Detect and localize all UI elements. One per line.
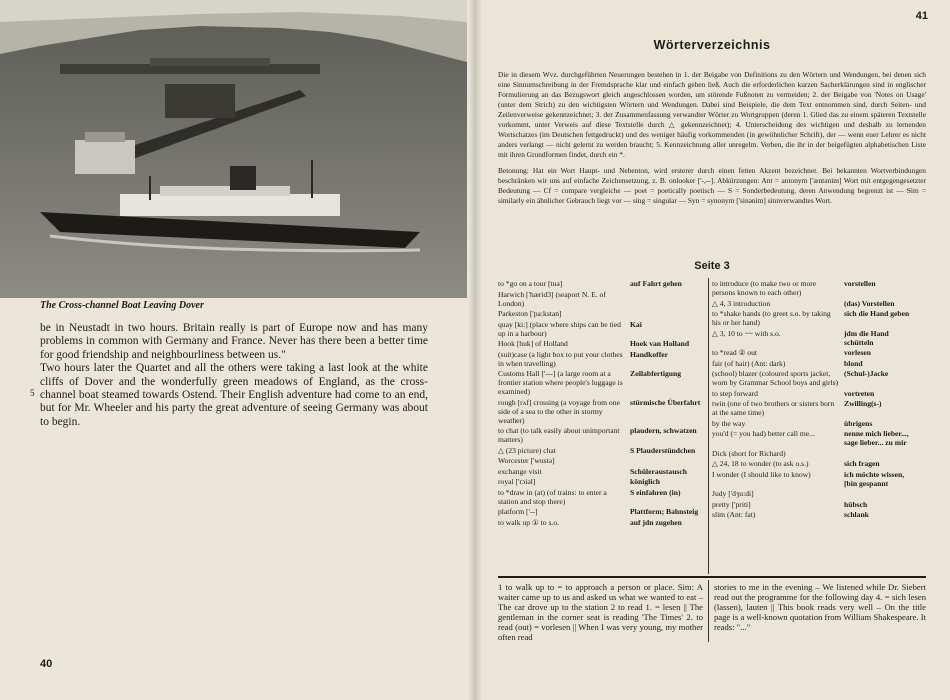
vocab-headword: fair (of hair) (Ant: dark) — [712, 358, 786, 368]
story-paragraph-2: Two hours later the Quartet and all the others were taking a last look at the white cliffs of Dover and the wonderfully green meadows of England, as the cross-channel boat steamed towards Ostend. Their English adventure had come to an end, but for Mr. Wheeler and his party the great adventure of seeing Germany was about to begin. — [40, 362, 428, 428]
story-paragraph-1: be in Neustadt in two hours. Britain really is part of Europe now and has many problems in common with Germany and France. Never has there been a better time for good friendship and neighbourliness between us." — [40, 322, 428, 361]
vocab-entry — [498, 279, 708, 288]
vocab-entry — [712, 489, 918, 498]
line-number: 5 — [30, 388, 35, 398]
vocab-entry — [712, 510, 918, 519]
notes-rule — [498, 576, 926, 578]
vocab-translation: übrigens — [844, 418, 873, 428]
vocab-headword: I wonder (I should like to know) — [712, 469, 811, 479]
vocab-headword: to introduce (to make two or more persons known to each other) — [712, 279, 817, 297]
right-page — [474, 0, 950, 700]
vocab-entry — [498, 320, 708, 338]
photo-caption: The Cross-channel Boat Leaving Dover — [40, 300, 204, 311]
vocab-headword: to *go on a tour [tuə] — [498, 279, 563, 288]
vocab-headword: Dick (short for Richard) — [712, 448, 786, 458]
vocab-headword: twin (one of two brothers or sisters born at the same time) — [712, 399, 835, 417]
vocab-entry — [498, 488, 708, 506]
vocab-translation: Kai — [630, 319, 642, 329]
vocab-headword: Harwich ['hærid3] (seaport N. E. of London) — [498, 289, 606, 308]
vocab-headword: pretty ['priti] — [712, 499, 751, 509]
vocab-headword: royal ['rɔiəl] — [498, 477, 536, 486]
vocab-translation: Zollabfertigung — [630, 369, 682, 378]
vocab-headword: to *read ② out — [712, 348, 757, 357]
vocab-entry — [712, 399, 918, 417]
vocab-entry — [712, 429, 918, 447]
vocab-entry — [498, 339, 708, 348]
usage-notes-left: 1 to walk up to = to approach a person or place. Sim: A waiter came up to us and asked us what we wanted to eat – The car drove up to the station 2 to read 1. = lesen || The gentleman in the corner seat is reading 'The Times' 2. to read (out) = vorlesen || When I was very young, my mother often read — [498, 582, 703, 642]
vocab-translation — [630, 290, 708, 308]
vocab-entry — [712, 309, 918, 327]
vocab-entry — [498, 507, 708, 516]
vocab-headword: exchange visit — [498, 466, 542, 476]
usage-notes-right: stories to me in the evening – We listened while Dr. Siebert read out the programme for the following day 4. = sich lesen (lassen), lauten || This book reads very well – On the title page is a well-known quotation from William Shakespeare. It reads: "..." — [714, 582, 926, 632]
vocab-translation: S einfahren (in) — [630, 487, 681, 497]
vocab-entry — [712, 348, 918, 357]
vocab-translation: vorlesen — [844, 348, 871, 357]
column-divider — [708, 278, 709, 574]
ship-illustration — [0, 0, 467, 298]
vocab-headword: to *draw in (at) (of trains: to enter a station and stop there) — [498, 487, 607, 506]
vocab-entry — [712, 369, 918, 387]
vocab-translation — [630, 309, 708, 318]
vocab-translation: plaudern, schwatzen — [630, 426, 697, 435]
vocab-translation: Schüleraustausch — [630, 466, 687, 476]
vocab-headword: Parkeston ['pa:kstan] — [498, 309, 562, 318]
vocab-entry — [712, 329, 918, 347]
vocab-translation: blond — [844, 358, 863, 368]
vocab-entry — [498, 477, 708, 486]
vocab-entry — [498, 369, 708, 396]
ship-photo — [0, 0, 467, 298]
vocab-translation — [630, 456, 708, 465]
vocab-headword: rough [rʌf] crossing (a voyage from one side of a sea to the other in stormy weather) — [498, 397, 620, 425]
notes-divider — [708, 580, 709, 642]
vocab-translation: nenne mich lieber..., sage lieber... zu mir — [844, 429, 909, 447]
vocabulary-column-2 — [712, 279, 918, 521]
vocabulary-intro — [498, 70, 926, 212]
vocab-entry — [712, 359, 918, 368]
vocab-headword: Judy ['dʒu:di] — [712, 489, 754, 498]
page-number-left: 40 — [40, 658, 53, 670]
vocab-entry — [712, 419, 918, 428]
vocab-translation: Zwilling(s-) — [844, 399, 882, 408]
vocab-translation: stürmische Überfahrt — [630, 397, 701, 407]
vocab-entry — [498, 309, 708, 318]
vocab-entry — [498, 398, 708, 425]
vocab-entry — [712, 500, 918, 509]
vocab-translation — [844, 449, 918, 458]
vocab-headword: slim (Ant: fat) — [712, 510, 756, 519]
vocab-translation — [844, 489, 918, 498]
vocab-translation: Handkoffer — [630, 349, 668, 359]
vocab-translation: auf jdn zugehen — [630, 517, 682, 527]
vocab-headword: you'd (= you had) better call me... — [712, 429, 815, 438]
vocab-entry — [712, 459, 918, 468]
vocab-headword: (suit)case (a light box to put your clothes in when travelling) — [498, 349, 623, 368]
vocab-headword: △ 3, 10 to ~~ with s.o. — [712, 328, 781, 338]
vocab-headword: platform ['--] — [498, 507, 538, 516]
vocab-entry — [712, 389, 918, 398]
vocab-entry — [498, 290, 708, 308]
vocab-headword: △ 4, 3 introduction — [712, 298, 771, 308]
vocabulary-title: Wörterverzeichnis — [653, 38, 771, 52]
vocab-translation: ich möchte wissen, [bin gespannt — [844, 469, 905, 488]
vocab-translation: vorstellen — [844, 279, 876, 288]
vocab-translation: auf Fahrt gehen — [630, 279, 682, 288]
vocab-translation: Hoek van Holland — [630, 339, 690, 348]
vocab-entry — [498, 456, 708, 465]
section-title: Seite 3 — [694, 260, 730, 272]
vocab-translation: hübsch — [844, 499, 868, 509]
vocabulary-column-1 — [498, 279, 708, 528]
vocab-translation: jdm die Hand schütteln — [844, 328, 889, 347]
vocab-entry — [498, 426, 708, 444]
vocab-entry — [712, 449, 918, 458]
vocab-headword: by the way — [712, 418, 746, 428]
vocab-headword: △ (23 picture) chat — [498, 445, 556, 455]
story-text — [40, 322, 428, 429]
vocab-headword: Hook [huk] of Holland — [498, 339, 568, 348]
vocab-translation: sich fragen — [844, 459, 880, 468]
page-number-right: 41 — [915, 10, 928, 22]
vocab-translation: schlank — [844, 510, 869, 519]
vocab-translation: S Plauderstündchen — [630, 445, 696, 455]
book-spine-shadow — [468, 0, 482, 700]
vocab-entry — [712, 470, 918, 488]
vocab-entry — [498, 518, 708, 527]
left-page — [0, 0, 474, 700]
vocab-headword: to walk up ① to s.o. — [498, 517, 560, 527]
vocab-entry — [498, 467, 708, 476]
vocab-entry — [712, 299, 918, 308]
vocab-entry — [498, 446, 708, 455]
intro-paragraph-2: Betonung: Hat ein Wort Haupt- und Nebenton, wird ersterer durch einen fetten Akzent bezeichnet. Bei bekannten Wortverbindungen beschränken wir uns auf einfache Zeichensetzung, z. B. onlooker ['-,--]. Abkürzungen: Ant = antonym ['æntənim] Wort mit entgegengesetzter Bedeutung — Cf = compare vergleiche — poet = poetically poetisch — S = Sonderbedeutung, deren Anwendung begrenzt ist — Sim = similarly ein ähnlicher Gebrauch liegt vor — sing = singular — Syn = synonym ['sinənim] sinnverwandtes Wort. — [498, 166, 926, 205]
vocab-translation: sich die Hand geben — [844, 309, 910, 318]
vocab-headword: to step forward — [712, 388, 758, 398]
vocab-translation: (das) Vorstellen — [844, 298, 895, 308]
vocab-headword: to *shake hands (to greet s.o. by taking his or her hand) — [712, 309, 831, 327]
vocab-headword: quay [ki:] (place where ships can be tied up in a harbour) — [498, 319, 621, 338]
vocab-entry — [712, 279, 918, 297]
vocab-translation: vortreten — [844, 388, 875, 398]
vocab-translation: (Schul-)Jacke — [844, 369, 889, 378]
vocab-headword: to chat (to talk easily about unimportant matters) — [498, 426, 620, 444]
vocab-headword: Worcester ['wustə] — [498, 456, 555, 465]
vocab-headword: (school) blazer (coloured sports jacket, worn by Grammar School boys and girls) — [712, 369, 839, 387]
vocab-entry — [498, 350, 708, 368]
vocab-headword: Customs Hall ['---] (a large room at a frontier station where people's luggage is examined) — [498, 369, 623, 396]
vocab-translation: Plattform; Bahnsteig — [630, 507, 699, 516]
vocab-headword: △ 24, 18 to wonder (to ask o.s.) — [712, 459, 809, 468]
vocab-translation: königlich — [630, 477, 660, 486]
intro-paragraph-1: Die in diesem Wvz. durchgeführten Neuerungen bestehen in 1. der Beigabe von Definitions zu den Wörtern und Wendungen, bei denen sich eine Sinnumschreibung in der Fremdsprache klar und einfach geben ließ. Auch die erforderlichen kurzen Sacherklärungen sind in englischer Formulierung an das Bezugswort gleich angeschlossen worden, um störende Fußnoten zu vermeiden; 2. der Beigabe von 'Notes on Usage' (unter dem Strich) zu den wichtigsten Wörtern und Wendungen. Dabei sind Beispiele, die dem Text entnommen sind, durch Seiten- und Zeilenverweise gekennzeichnet; 3. der Zusammenfassung verwandter Wörter zu Wortgruppen (deren 1. Glied das zu einem späteren Textstelle vorkommt, unter Verweis auf diese Textstelle durch △ gekennzeichnet); 4. Unterscheidung des wichtigen und deshalb zu lernenden Wortschatzes (im Deutschen fettgedruckt) und des weniger häufig vorkommenden (in gewöhnlicher Schrift), der — wenn euer Lehrer es nicht anders verlangt — nicht gelernt zu werden braucht; 5. Kennzeichnung aller unregelm. Verben, die ihr in der beigefügten alphabetischen Liste mit ihren Grundformen findet, durch ein *. — [498, 70, 926, 159]
